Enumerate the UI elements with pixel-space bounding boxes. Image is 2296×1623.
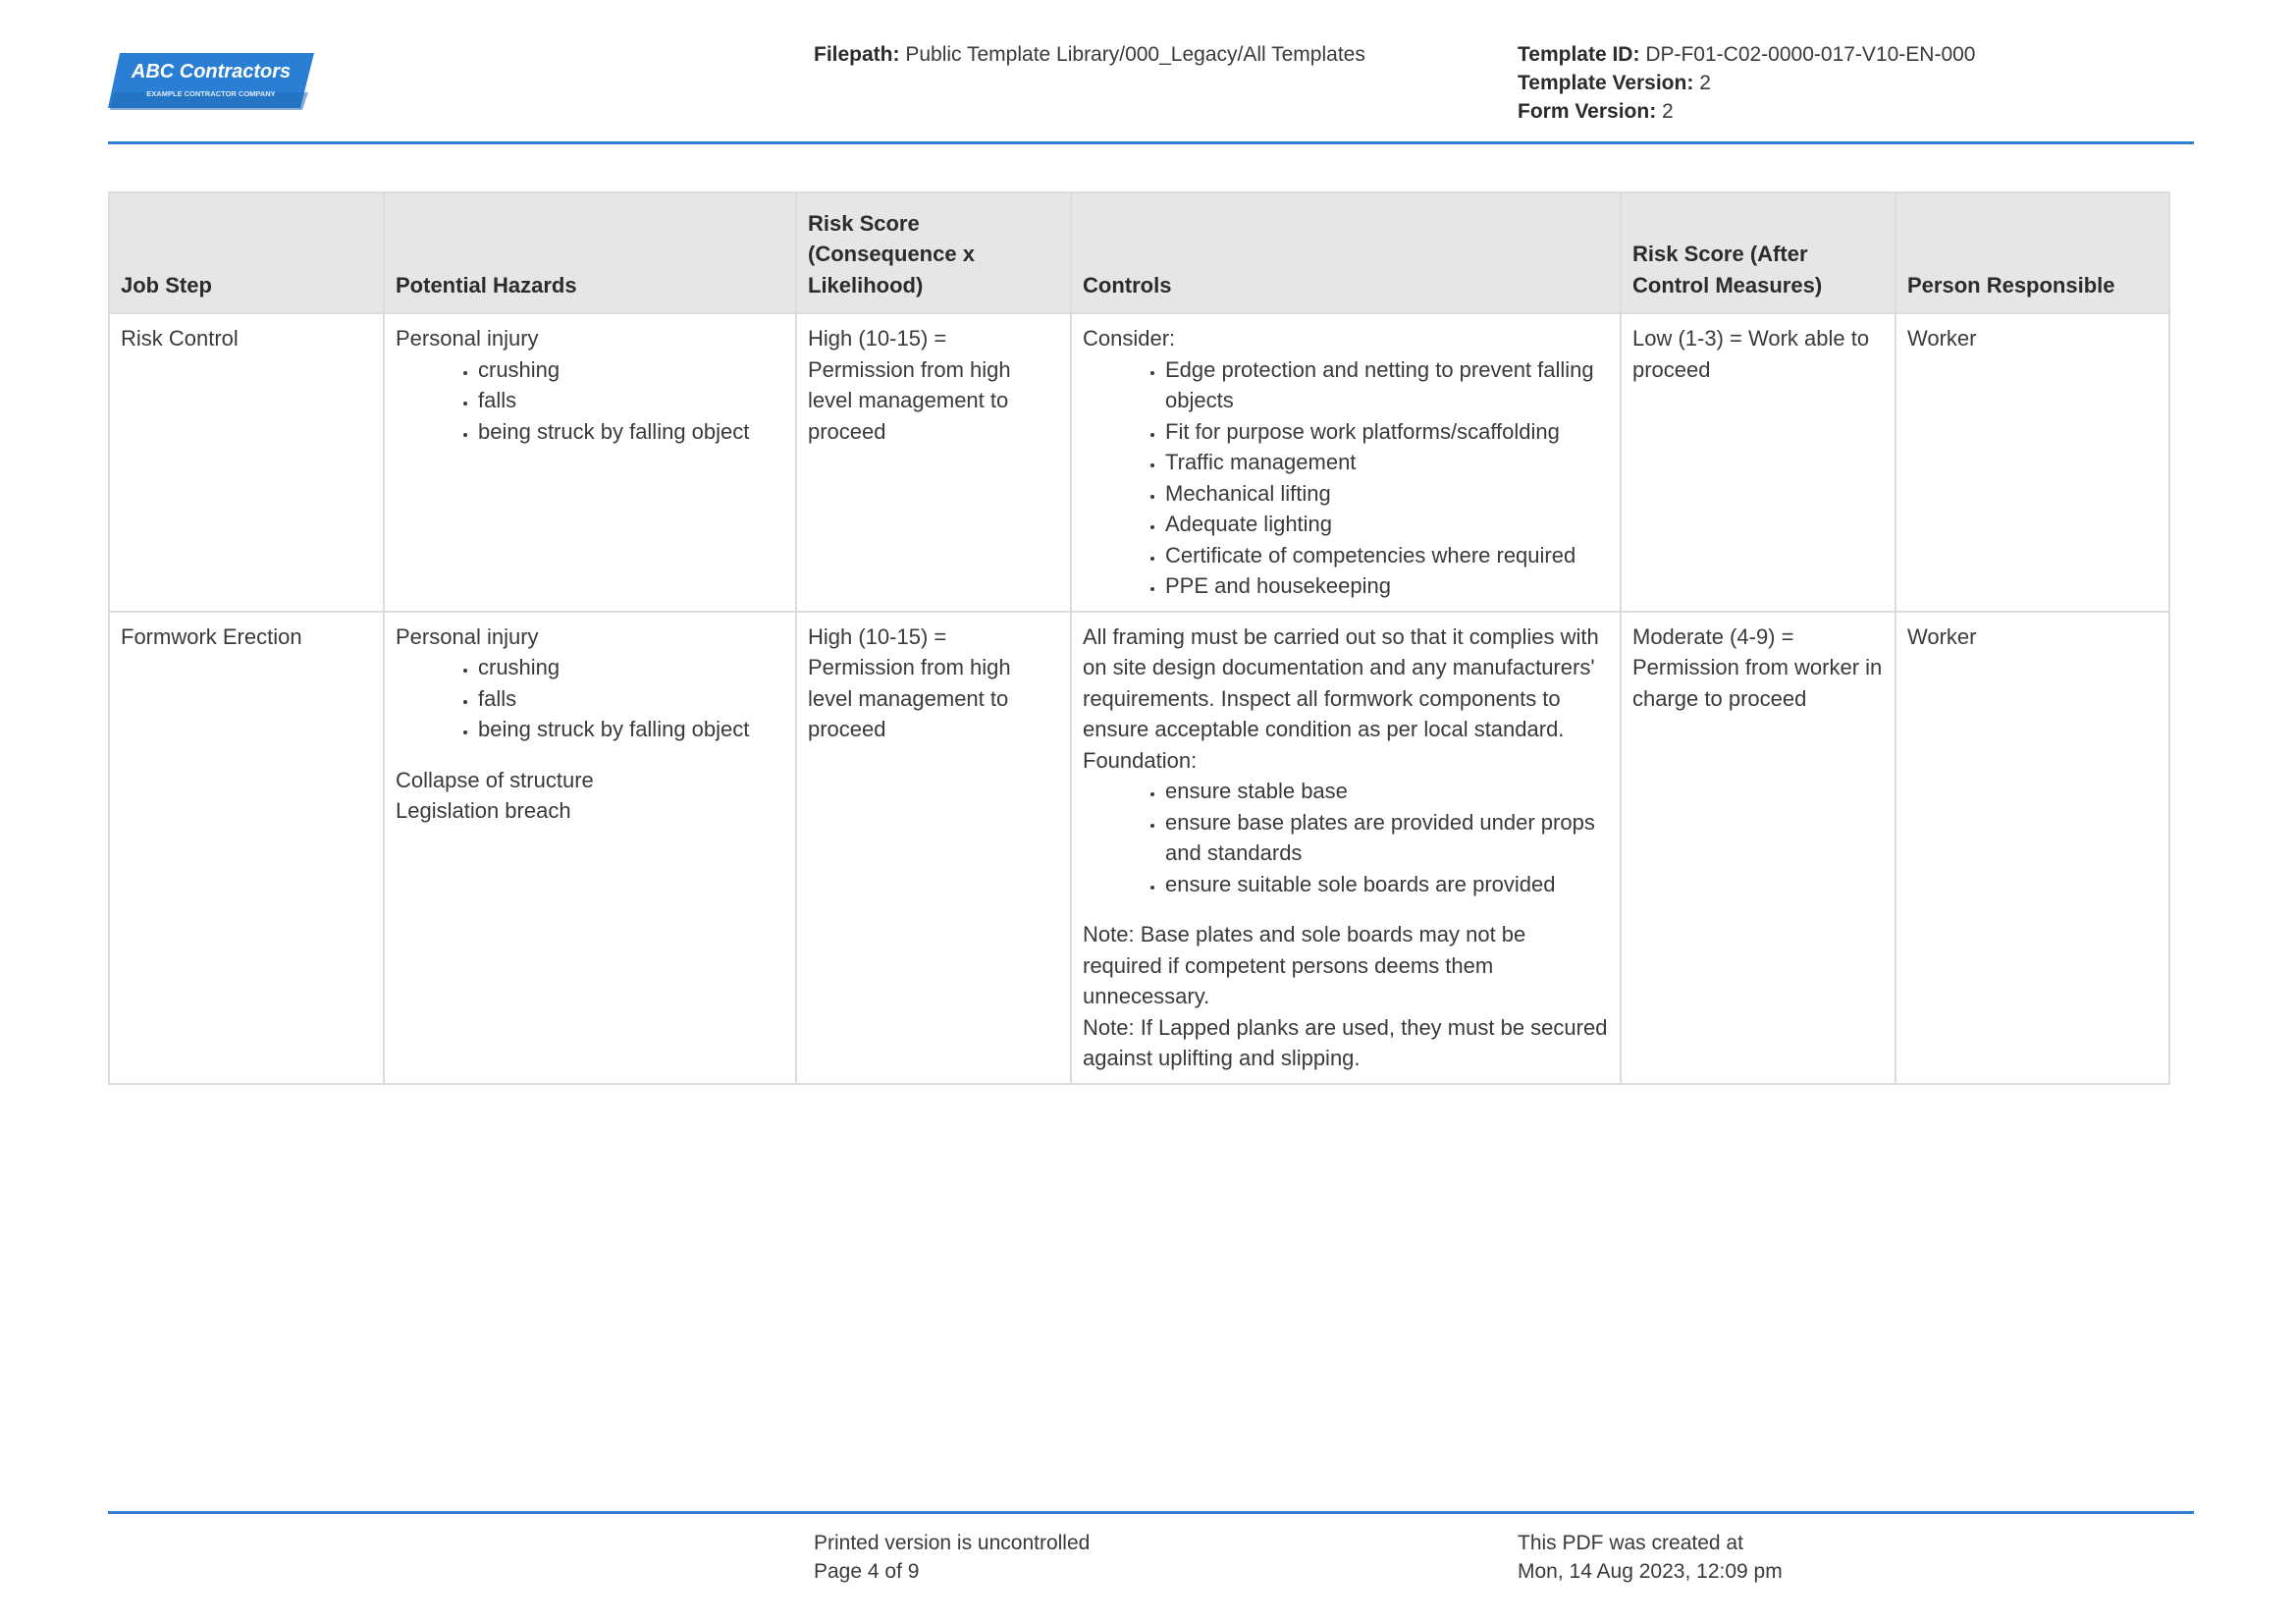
cell-person-responsible: Worker <box>1896 612 2169 1084</box>
list-item: • ensure base plates are provided under props and standards <box>1165 807 1609 869</box>
controls-list <box>1083 354 1609 602</box>
cell-person-responsible: Worker <box>1896 313 2169 612</box>
cell-job-step: Risk Control <box>109 313 384 612</box>
col-header-job-step: Job Step <box>109 192 384 313</box>
list-item: • being struck by falling object <box>478 416 784 448</box>
hazard-extra: Legislation breach <box>396 798 571 823</box>
spacer <box>396 745 784 765</box>
cell-risk-score: High (10-15) = Permission from high level management to proceed <box>796 313 1071 612</box>
list-item: • Mechanical lifting <box>1165 478 1609 510</box>
cell-controls <box>1071 313 1621 612</box>
list-item: • being struck by falling object <box>478 714 784 745</box>
cell-controls <box>1071 612 1621 1084</box>
template-id-value: DP-F01-C02-0000-017-V10-EN-000 <box>1645 43 1976 66</box>
template-version-value: 2 <box>1699 72 1711 94</box>
template-info <box>1518 40 1975 126</box>
controls-foundation: Foundation: <box>1083 747 1198 773</box>
list-item: • ensure stable base <box>1165 776 1609 807</box>
cell-potential-hazards <box>384 612 796 1084</box>
cell-risk-score-after: Moderate (4-9) = Permission from worker in charge to proceed <box>1621 612 1896 1084</box>
cell-risk-score-after: Low (1-3) = Work able to proceed <box>1621 313 1896 612</box>
page-number: Page 4 of 9 <box>814 1560 920 1583</box>
filepath-value: Public Template Library/000_Legacy/All Templates <box>905 43 1365 66</box>
uncontrolled-note: Printed version is uncontrolled <box>814 1532 1091 1554</box>
header-divider <box>108 141 2194 144</box>
filepath-label: Filepath: <box>814 43 900 66</box>
cell-job-step: Formwork Erection <box>109 612 384 1084</box>
list-item: • ensure suitable sole boards are provided <box>1165 869 1609 900</box>
logo-badge <box>108 51 316 112</box>
controls-list <box>1083 776 1609 899</box>
list-item: • Certificate of competencies where required <box>1165 540 1609 571</box>
col-header-person-responsible: Person Responsible <box>1896 192 2169 313</box>
list-item: • Traffic management <box>1165 447 1609 478</box>
controls-paragraph: All framing must be carried out so that it complies with on site design documentation and any manufacturers' requirements. Inspect all formwork components to ensure acceptable condition as per local standard. <box>1083 623 1599 741</box>
list-item: • falls <box>478 683 784 715</box>
template-id-line <box>1518 40 1975 69</box>
col-header-risk-score: Risk Score (Consequence x Likelihood) <box>796 192 1071 313</box>
list-item: • falls <box>478 385 784 416</box>
col-header-potential-hazards: Potential Hazards <box>384 192 796 313</box>
filepath-block <box>814 40 1365 69</box>
cell-risk-score: High (10-15) = Permission from high level management to proceed <box>796 612 1071 1084</box>
col-header-risk-score-after: Risk Score (After Control Measures) <box>1621 192 1896 313</box>
logo-name: ABC Contractors <box>131 61 292 82</box>
form-version-line <box>1518 97 1975 126</box>
risk-assessment-table <box>108 191 2170 1085</box>
created-label: This PDF was created at <box>1518 1532 1743 1554</box>
spacer <box>1083 899 1609 919</box>
table-row <box>109 612 2169 1084</box>
col-header-controls: Controls <box>1071 192 1621 313</box>
hazard-intro: Personal injury <box>396 623 539 649</box>
controls-note: Note: If Lapped planks are used, they must be secured against uplifting and slipping. <box>1083 1014 1608 1070</box>
company-logo <box>108 51 316 112</box>
hazard-extra: Collapse of structure <box>396 767 594 792</box>
controls-intro: Consider: <box>1083 326 1176 351</box>
controls-note: Note: Base plates and sole boards may not be required if competent persons deems them unnecessary. <box>1083 922 1526 1008</box>
hazard-intro: Personal injury <box>396 326 539 351</box>
footer-divider <box>108 1511 2194 1514</box>
footer-created <box>1518 1529 1783 1586</box>
template-version-line <box>1518 69 1975 97</box>
list-item: • crushing <box>478 652 784 683</box>
list-item: • PPE and housekeeping <box>1165 570 1609 602</box>
cell-potential-hazards <box>384 313 796 612</box>
form-version-label: Form Version: <box>1518 100 1657 123</box>
list-item: • crushing <box>478 354 784 386</box>
list-item: • Edge protection and netting to prevent falling objects <box>1165 354 1609 416</box>
created-timestamp: Mon, 14 Aug 2023, 12:09 pm <box>1518 1560 1783 1583</box>
template-id-label: Template ID: <box>1518 43 1640 66</box>
footer-status <box>814 1529 1090 1586</box>
template-version-label: Template Version: <box>1518 72 1694 94</box>
table-header-row <box>109 192 2169 313</box>
list-item: • Adequate lighting <box>1165 509 1609 540</box>
form-version-value: 2 <box>1662 100 1674 123</box>
hazard-list <box>396 354 784 448</box>
table-row <box>109 313 2169 612</box>
logo-tagline: EXAMPLE CONTRACTOR COMPANY <box>146 89 276 98</box>
hazard-list <box>396 652 784 745</box>
list-item: • Fit for purpose work platforms/scaffolding <box>1165 416 1609 448</box>
